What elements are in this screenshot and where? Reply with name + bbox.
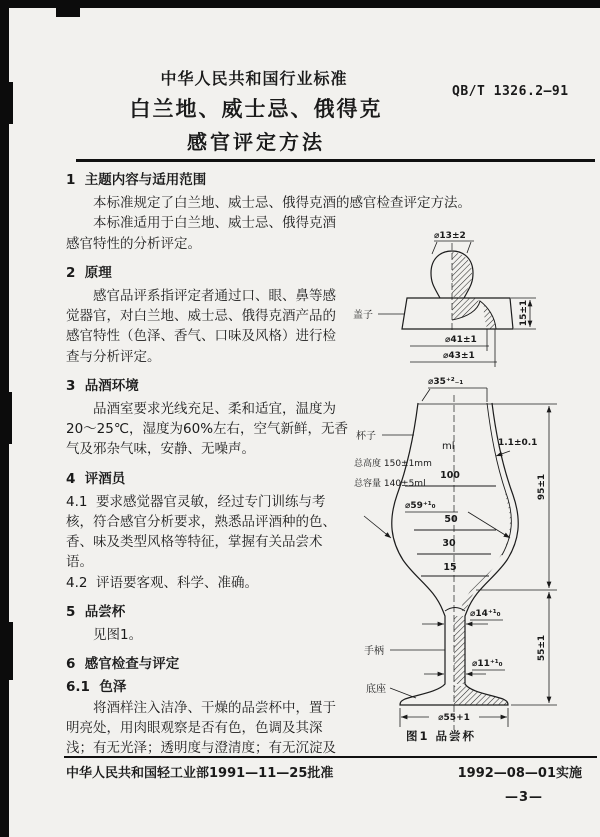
scan-artifact-left-band: [0, 0, 9, 837]
text-line: 感官品评系指评定者通过口、眼、鼻等感: [93, 288, 336, 305]
text-line: 语。: [66, 554, 93, 571]
base-hatch: [454, 686, 508, 705]
lid-edge-hatch: [484, 305, 496, 329]
graduation-label: 100: [440, 470, 460, 481]
header-rule: [76, 159, 595, 162]
base-label: 底座: [366, 684, 386, 695]
scan-artifact-blob: [9, 392, 12, 444]
scan-artifact-blob: [9, 82, 13, 124]
text-line: 觉器官，对白兰地、威士忌、俄得克酒产品的: [66, 308, 336, 325]
label-leader-line: [390, 688, 416, 698]
text-line: 浅；有无光泽；透明度与澄清度；有无沉淀及: [66, 740, 336, 757]
section-heading: 1 主题内容与适用范围: [66, 172, 207, 188]
dim-stem-height: 55±1: [537, 634, 547, 662]
text-line: 查与分析评定。: [66, 348, 161, 365]
text-line: 气及邪杂气味，安静、无噪声。: [66, 441, 255, 458]
dim-stem-bottom-diameter: ⌀11⁺¹₀: [472, 659, 503, 669]
total-capacity-label: 总容量 140±5ml: [354, 479, 426, 489]
standard-code: QB/T 1326.2—91: [452, 84, 569, 99]
text-line: 见图1。: [93, 627, 143, 644]
dim-ext-line: [422, 389, 430, 401]
dim-bowl-diameter: ⌀59⁺¹₀: [405, 501, 436, 511]
footer: [66, 762, 582, 781]
footer-rule: [64, 756, 597, 758]
section-heading: 6.1 色泽: [66, 679, 127, 696]
ml-unit-label: ml: [442, 441, 455, 452]
dim-lid-height: 15±1: [519, 299, 529, 327]
cup-label: 杯子: [356, 431, 376, 442]
document-title-line1: 白兰地、威士忌、俄得克: [129, 97, 383, 121]
dim-line: [467, 242, 471, 253]
graduation-label: 50: [444, 514, 458, 525]
document-title-line2: 感官评定方法: [187, 130, 325, 154]
section-heading: 6 感官检查与评定: [66, 656, 180, 673]
total-height-label: 总高度 150±1mm: [354, 459, 432, 469]
dim-leader: [468, 512, 510, 538]
text-line: 感官特性（色泽、香气、口味及风格）进行检: [66, 328, 336, 345]
lid-drawing: [353, 231, 536, 367]
dim-line: [432, 242, 437, 254]
text-line: 明亮处，用肉眼观察是否有色，色调及其深: [66, 719, 323, 736]
dim-stem-top-diameter: ⌀14⁺¹₀: [470, 609, 501, 619]
implementation-date: 1992—08—01实施: [457, 766, 582, 781]
graduation-label: 30: [442, 538, 456, 549]
scan-artifact-blob: [9, 622, 13, 680]
section-heading: 2 原理: [66, 264, 112, 281]
graduation-label: 15: [443, 562, 457, 573]
dim-leader: [364, 516, 391, 538]
approval-note: 中华人民共和国轻工业部1991—11—25批准: [66, 766, 334, 781]
dim-rim-diameter: ⌀35⁺²₋₁: [428, 377, 464, 387]
text-line: 本标准规定了白兰地、威士忌、俄得克酒的感官检查评定方法。: [93, 195, 471, 212]
lid-label: 盖子: [353, 310, 373, 321]
dim-knob-diameter: ⌀13±2: [434, 231, 466, 241]
figure-caption: 图1 品尝杯: [406, 729, 477, 743]
lid-center-hatch: [452, 298, 479, 320]
text-line: 4.2 评语要客观、科学、准确。: [66, 574, 259, 591]
dim-base-diameter: ⌀55+1: [438, 713, 470, 723]
section-heading: 3 品酒环境: [66, 377, 139, 394]
tasting-glass-figure: [350, 225, 600, 745]
standard-org-title: 中华人民共和国行业标准: [160, 69, 348, 88]
scan-artifact-top-band: [0, 0, 600, 8]
dim-leader: [496, 451, 510, 456]
section-heading: 5 品尝杯: [66, 603, 126, 620]
text-line: 20～25℃，湿度为60%左右，空气新鲜，无香: [66, 421, 349, 438]
text-line: 感官特性的分析评定。: [66, 235, 201, 252]
dim-bowl-height: 95±1: [537, 473, 547, 501]
text-line: 香、味及类型风格等特征，掌握有关品尝术: [66, 534, 323, 551]
text-line: 4.1 要求感觉器官灵敏，经过专门训练与考: [66, 493, 326, 510]
glass-drawing: [354, 377, 557, 743]
scan-artifact-blob: [56, 7, 80, 17]
dim-lid-outer-diameter: ⌀43±1: [443, 351, 475, 361]
text-line: 品酒室要求光线充足、柔和适宜，温度为: [93, 401, 336, 418]
stem-hatch: [454, 616, 465, 684]
dim-wall-thickness: 1.1±0.1: [498, 438, 538, 448]
text-line: 核，符合感官分析要求，熟悉品评酒种的色、: [66, 514, 336, 531]
handle-label: 手柄: [364, 646, 384, 657]
dim-lid-inner-diameter: ⌀41±1: [445, 335, 477, 345]
text-line: 将酒样注入洁净、干燥的品尝杯中，置于: [93, 699, 336, 716]
text-line: 本标准适用于白兰地、威士忌、俄得克酒: [93, 215, 336, 232]
section-heading: 4 评酒员: [66, 470, 126, 487]
page-number: —3—: [505, 790, 544, 805]
